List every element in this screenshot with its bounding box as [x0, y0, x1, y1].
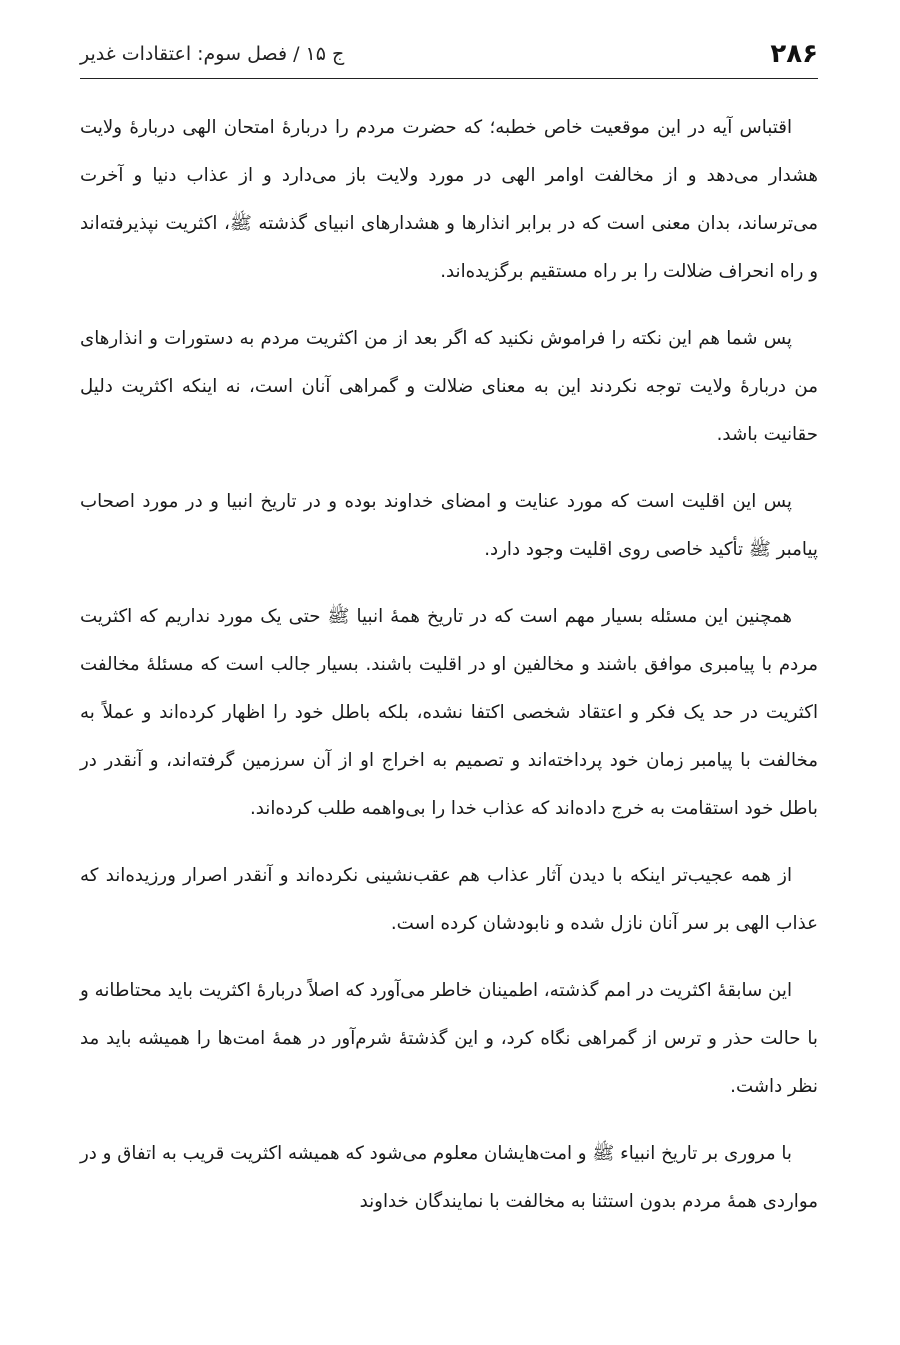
paragraph: این سابقهٔ اکثریت در امم گذشته، اطمینان خاطر می‌آورد که اصلاً دربارهٔ اکثریت باید محتاطانه و با حالت حذر و ترس از گمراهی نگاه کرد، و این گذشتهٔ شرم‌آور در همهٔ امت‌ها را همیشه باید مد نظر داشت. — [80, 980, 818, 1097]
paragraph: اقتباس آیه در این موقعیت خاص خطبه؛ که حضرت مردم را دربارهٔ امتحان الهی دربارهٔ ولایت هشدار می‌دهد و از مخالفت اوامر الهی در مورد ولایت باز می‌دارد و از عذاب دنیا و آخرت می‌ترساند، بدان معنی است که در برابر انذارها و هشدارهای انبیای گذشته ﷺ، اکثریت نپذیرفته‌اند و راه انحراف ضلالت را بر راه مستقیم برگزیده‌اند. — [80, 117, 818, 282]
paragraph: همچنین این مسئله بسیار مهم است که در تاریخ همهٔ انبیا ﷺ حتی یک مورد نداریم که اکثریت مردم با پیامبری موافق باشند و مخالفین او در اقلیت باشند. بسیار جالب است که مسئلهٔ مخالفت اکثریت در حد یک فکر و اعتقاد شخصی اکتفا نشده، بلکه باطل خود را اظهار کرده‌اند و عملاً به مخالفت با پیامبر زمان خود پرداخته‌اند و تصمیم به اخراج او از آن سرزمین گرفته‌اند، و آنقدر در باطل خود استقامت به خرج داده‌اند که عذاب خدا را بی‌واهمه طلب کرده‌اند. — [80, 606, 818, 819]
running-head: ج ۱۵ / فصل سوم: اعتقادات غدیر — [80, 43, 345, 65]
page-header — [80, 34, 818, 74]
body-text — [80, 104, 818, 1245]
paragraph: از همه عجیب‌تر اینکه با دیدن آثار عذاب هم عقب‌نشینی نکرده‌اند و آنقدر اصرار ورزیده‌اند که عذاب الهی بر سر آنان نازل شده و نابودشان کرده است. — [80, 865, 818, 934]
paragraph: پس شما هم این نکته را فراموش نکنید که اگر بعد از من اکثریت مردم به دستورات و انذارهای من دربارهٔ ولایت توجه نکردند این به معنای ضلالت و گمراهی آنان است، نه اینکه اکثریت دلیل حقانیت باشد. — [80, 328, 818, 445]
paragraph: پس این اقلیت است که مورد عنایت و امضای خداوند بوده و در تاریخ انبیا و در مورد اصحاب پیامبر ﷺ تأکید خاصی روی اقلیت وجود دارد. — [80, 491, 818, 560]
paragraph: با مروری بر تاریخ انبیاء ﷺ و امت‌هایشان معلوم می‌شود که همیشه اکثریت قریب به اتفاق و در مواردی همهٔ مردم بدون استثنا به مخالفت با نمایندگان خداوند — [80, 1143, 818, 1212]
header-divider — [80, 78, 818, 79]
page-number: ۲۸۶ — [770, 39, 818, 69]
